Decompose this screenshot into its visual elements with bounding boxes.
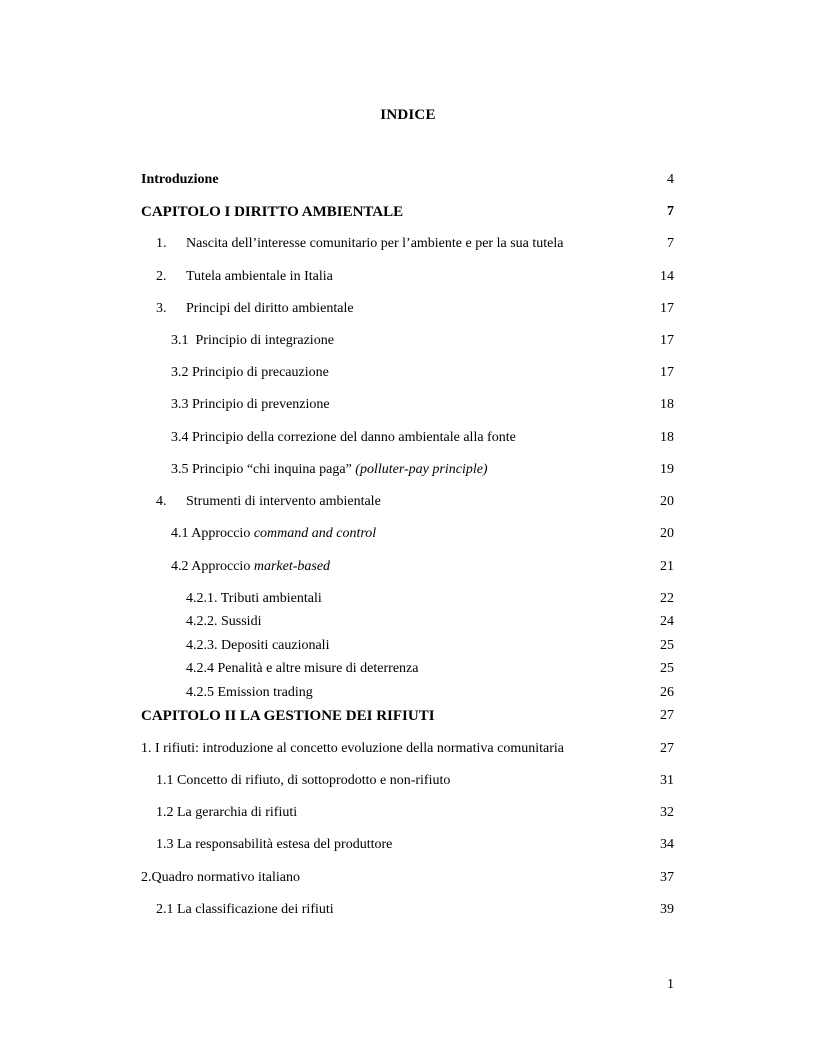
toc-entry-3-1[interactable] [141, 331, 674, 351]
toc-entry-capitolo-1[interactable] [141, 202, 674, 222]
toc-entry-label [171, 524, 376, 544]
toc-entry-page: 17 [660, 365, 674, 380]
toc-entry-introduzione[interactable] [141, 170, 674, 190]
toc-entry-label: 3.3 Principio di prevenzione [171, 397, 330, 412]
toc-entry-label-text: 3.5 Principio “chi inquina paga” [171, 462, 356, 477]
toc-entry-label: 4.2.5 Emission trading [186, 685, 313, 700]
toc-entry-2[interactable] [141, 267, 674, 287]
toc-entry-3-3[interactable] [141, 395, 674, 415]
toc-entry-page: 19 [660, 462, 674, 477]
toc-entry-label: 1.1 Concetto di rifiuto, di sottoprodotto e non-rifiuto [156, 773, 451, 788]
toc-entry-capitolo-2[interactable] [141, 706, 674, 726]
toc-entry-label: 4.2.1. Tributi ambientali [186, 591, 322, 606]
toc-entry-page: 17 [660, 301, 674, 316]
toc-entry-label: 1.2 La gerarchia di rifiuti [156, 805, 298, 820]
toc-entry-label: 4.2.3. Depositi cauzionali [186, 638, 330, 653]
toc-entry-3-2[interactable] [141, 363, 674, 383]
toc-entry-label: Strumenti di intervento ambientale [186, 494, 381, 509]
toc-entry-label: 3.1 Principio di integrazione [171, 333, 334, 348]
toc-entry-label: 4.2.4 Penalità e altre misure di deterrenza [186, 661, 419, 676]
toc-entry-page: 20 [660, 494, 674, 509]
toc-entry-4-2-3[interactable] [141, 636, 674, 656]
toc-entry-4-2-1[interactable] [141, 589, 674, 609]
page-title: INDICE [380, 107, 436, 123]
toc-entry-label: Introduzione [141, 172, 219, 187]
toc-entry-label: Tutela ambientale in Italia [186, 269, 333, 284]
toc-entry-4-1[interactable] [141, 524, 674, 544]
toc-entry-page: 27 [660, 708, 674, 723]
toc-entry-4-2-2[interactable] [141, 612, 674, 632]
toc-entry-label: 4.2.2. Sussidi [186, 614, 262, 629]
toc-entry-page: 31 [660, 773, 674, 788]
toc-entry-page: 18 [660, 397, 674, 412]
toc-entry-c2-2[interactable] [141, 868, 674, 888]
toc-entry-page: 34 [660, 837, 674, 852]
toc-entry-label-text: 4.2 Approccio [171, 559, 254, 574]
toc-entry-page: 39 [660, 902, 674, 917]
toc-entry-page: 22 [660, 591, 674, 606]
toc-entry-number: 3. [156, 301, 167, 316]
toc-entry-page: 7 [667, 236, 674, 251]
toc-entry-page: 21 [660, 559, 674, 574]
toc-entry-3-4[interactable] [141, 428, 674, 448]
toc-entry-c2-1-2[interactable] [141, 803, 674, 823]
toc-entry-page: 32 [660, 805, 674, 820]
toc-entry-label: Principi del diritto ambientale [186, 301, 354, 316]
toc-entry-page: 20 [660, 526, 674, 541]
toc-entry-page: 18 [660, 430, 674, 445]
toc-entry-page: 25 [660, 638, 674, 653]
toc-entry-label-italic: market-based [253, 559, 331, 574]
toc-entry-label-text: 4.1 Approccio [171, 526, 254, 541]
toc-entry-page: 4 [667, 172, 674, 187]
toc-entry-label: 1. I rifiuti: introduzione al concetto evoluzione della normativa comunitaria [141, 741, 564, 756]
toc-entry-label: CAPITOLO I DIRITTO AMBIENTALE [141, 204, 404, 220]
toc-entry-label: Nascita dell’interesse comunitario per l’ambiente e per la sua tutela [186, 236, 564, 251]
toc-entry-4-2[interactable] [141, 557, 674, 577]
toc-entry-label-italic: (polluter-pay principle) [355, 462, 488, 477]
toc-entry-label [171, 557, 330, 577]
toc-entry-page: 25 [660, 661, 674, 676]
toc-entry-3-5[interactable] [141, 460, 674, 480]
toc-entry-label [171, 460, 488, 480]
toc-entry-c2-1[interactable] [141, 739, 674, 759]
toc-entry-3[interactable] [141, 299, 674, 319]
toc-entry-label: 3.2 Principio di precauzione [171, 365, 329, 380]
toc-entry-4-2-5[interactable] [141, 683, 674, 703]
toc-entry-label: 3.4 Principio della correzione del danno ambientale alla fonte [171, 430, 516, 445]
toc-entry-4[interactable] [141, 492, 674, 512]
toc-entry-number: 2. [156, 269, 167, 284]
toc-entry-label-italic: command and control [253, 526, 377, 541]
toc-entry-number: 1. [156, 236, 167, 251]
toc-entry-1[interactable] [141, 234, 674, 254]
toc-entry-page: 24 [660, 614, 674, 629]
toc-entry-c2-1-1[interactable] [141, 771, 674, 791]
page-number: 1 [667, 977, 674, 992]
toc-entry-page: 17 [660, 333, 674, 348]
toc-entry-number: 4. [156, 494, 167, 509]
toc-entry-page: 26 [660, 685, 674, 700]
toc-entry-page: 7 [667, 204, 674, 219]
toc-entry-4-2-4[interactable] [141, 659, 674, 679]
toc-entry-label: 2.1 La classificazione dei rifiuti [156, 902, 334, 917]
toc-entry-c2-1-3[interactable] [141, 835, 674, 855]
toc-entry-page: 27 [660, 741, 674, 756]
toc-entry-page: 14 [660, 269, 674, 284]
toc-entry-label: CAPITOLO II LA GESTIONE DEI RIFIUTI [141, 708, 435, 724]
toc-entry-page: 37 [660, 870, 674, 885]
toc-entry-c2-2-1[interactable] [141, 900, 674, 920]
toc-entry-label: 1.3 La responsabilità estesa del produttore [156, 837, 393, 852]
toc-entry-label: 2.Quadro normativo italiano [141, 870, 301, 885]
